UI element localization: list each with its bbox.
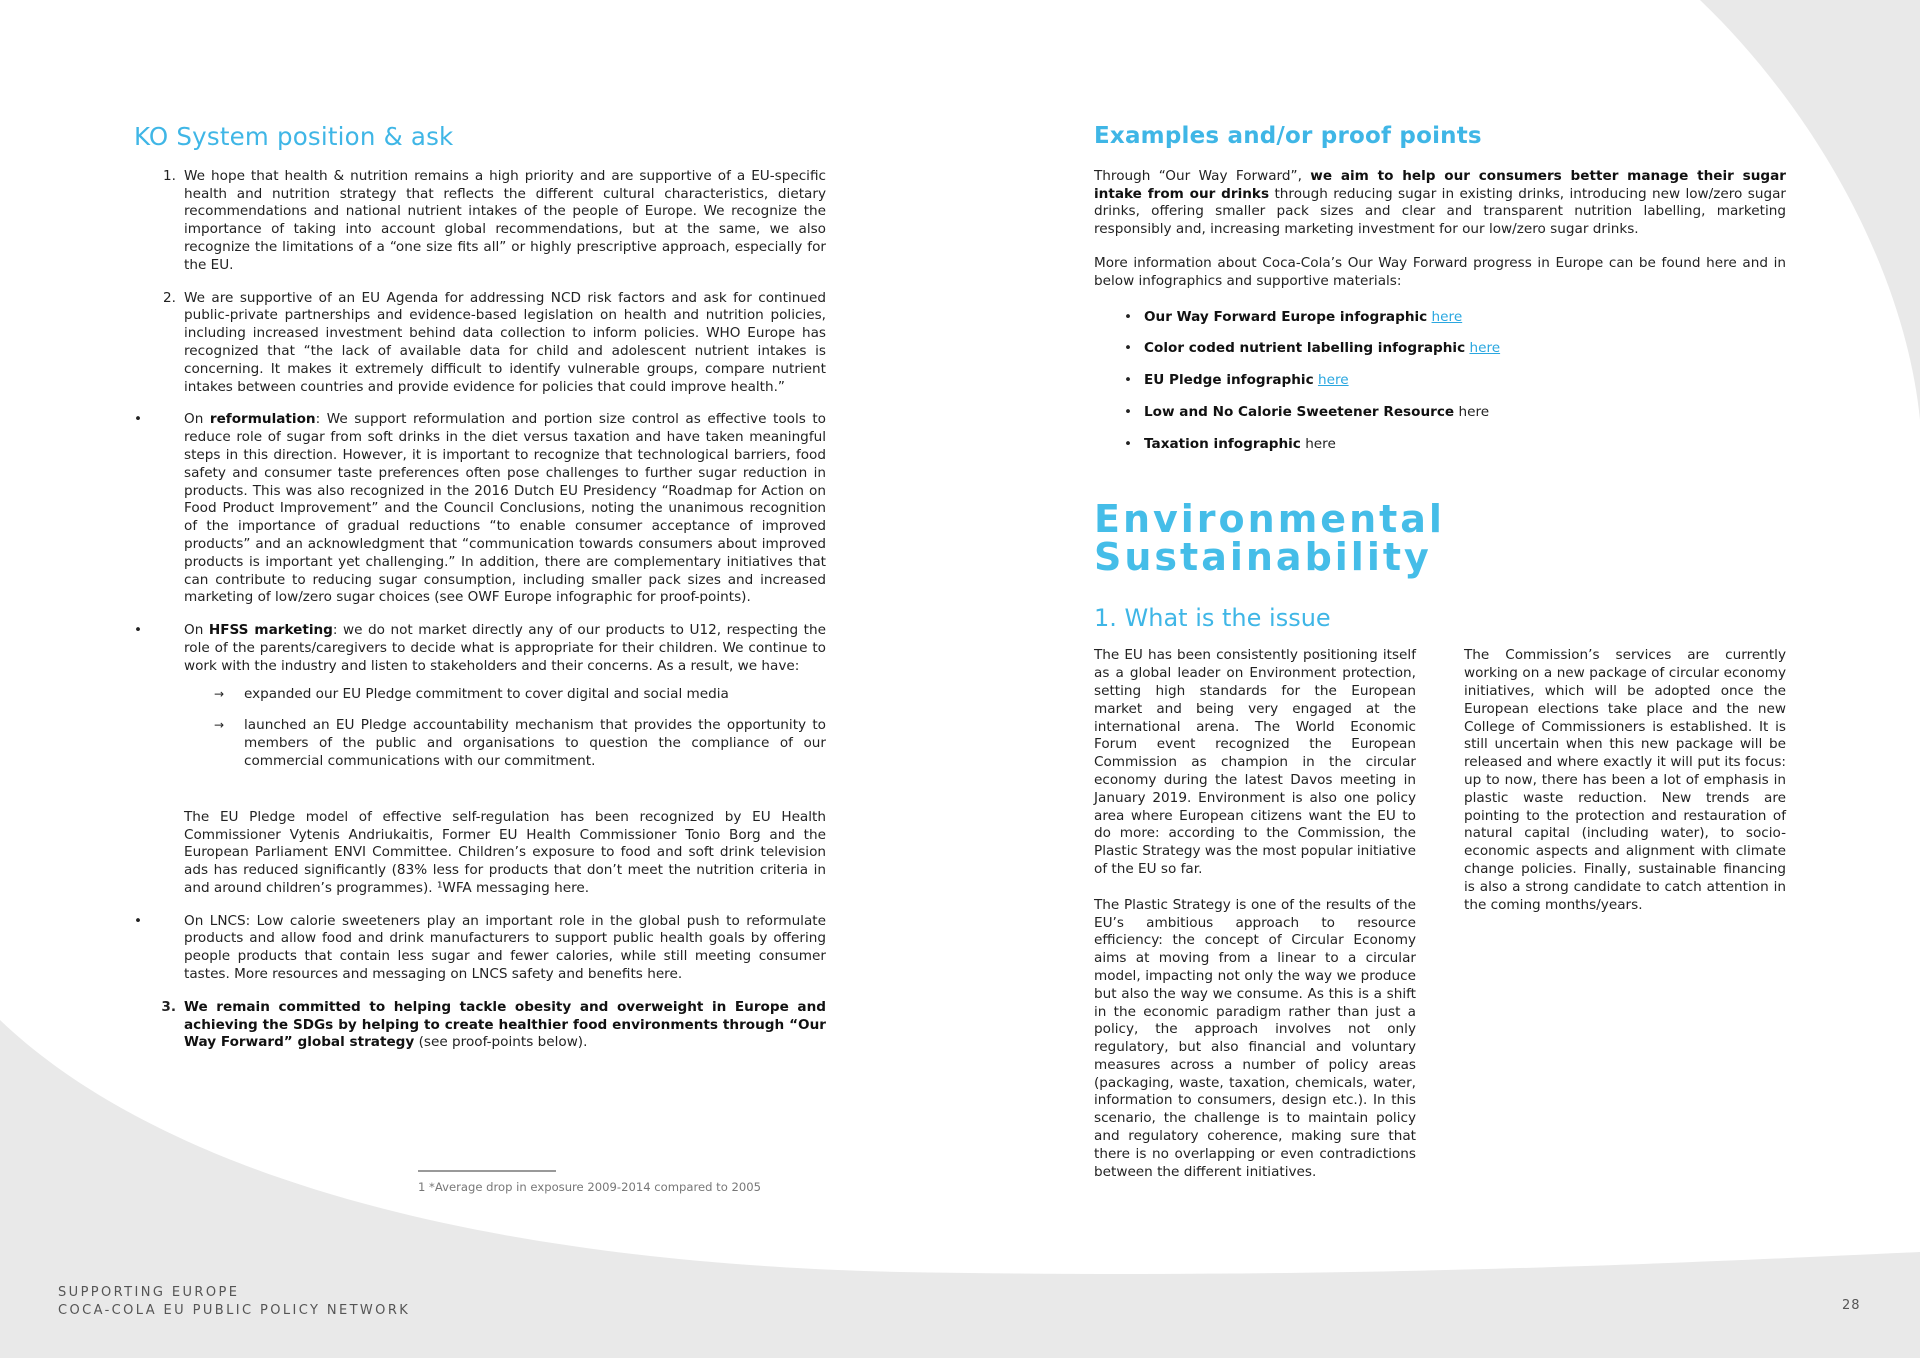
bullet-lncs-resource: • Low and No Calorie Sweetener Resource here [1094,404,1786,422]
right-column [1094,123,1786,1199]
eu-pledge-paragraph: The EU Pledge model of effective self-regulation has been recognized by EU Health Commissioner Vytenis Andriukaitis, Former EU Health Commissioner Tonio Borg and the European Parliament ENVI Committee. Children’s exposure to food and soft drink television ads has reduced significantly (83% less for products that don’t meet the nutrition criteria in and around children’s programmes). ¹WFA messaging here. [184,808,826,896]
eu-pledge-infographic-link[interactable]: here [1317,372,1349,389]
color-coded-infographic-link[interactable]: here [1469,340,1501,357]
bullet-reformulation: • On reformulation: We support reformulation and portion size control as effective tools to reduce role of sugar from soft drinks in the diet versus taxation and have taken meaningful steps in this direction. However, it is important to recognize that technological barriers, food safety and consumer taste preferences often pose challenges to further sugar reduction in products. This was also recognized in the 2016 Dutch EU Presidency “Roadmap for Action on Food Product Improvement” and the Council Conclusions, noting the unanimous recognition of the importance of gradual reductions “to enable consumer acceptance of improved products” and an acknowledgment that “communication towards consumers about improved products is important yet challenging.” In addition, there are complementary initiatives that can contribute to reducing sugar consumption, including smaller pack sizes and increased marketing of low/zero sugar choices (see OWF Europe infographic for proof-points). [134,411,826,606]
arrow-icon: → [214,718,225,733]
proof-points-title: Examples and/or proof points [1094,123,1482,149]
proof-points-paragraph-1: Through “Our Way Forward”, we aim to help our consumers better manage their sugar intake from our drinks through reducing sugar in existing drinks, introducing new low/zero sugar drinks, offering smaller pack sizes and clear and transparent nutrition labelling, marketing responsibly and, increasing marketing investment for our low/zero sugar drinks. [1094,167,1786,238]
proof-points-paragraph-2: More information about Coca-Cola’s Our Way Forward progress in Europe can be found here and in below infographics and supportive materials: [1094,254,1786,289]
left-column [134,122,826,1067]
page-number: 28 [1842,1298,1861,1313]
sub-item-digital-media: → expanded our EU Pledge commitment to cover digital and social media [214,685,729,702]
footnote: 1 *Average drop in exposure 2009-2014 compared to 2005 [418,1180,761,1194]
numbered-item-2: 2. We are supportive of an EU Agenda for addressing NCD risk factors and ask for continued public-private partnerships and evidence-based legislation on health and nutrition policies, including increased investment behind data collection to inform policies. WHO Europe has recognized that “the lack of available data for child and adolescent nutrient intakes is concerning. It makes it extremely difficult to identify vulnerable groups, compare nutrient intakes between countries and provide evidence for policies that could improve health.” [163,289,826,395]
numbered-item-3: 3. We remain committed to helping tackle obesity and overweight in Europe and achieving the SDGs by helping to create healthier food environments through “Our Way Forward” global strategy (see proof-points below). [161,998,826,1051]
ko-position-title: KO System position & ask [134,122,454,151]
environmental-sustainability-title: Environmental Sustainability [1094,496,1445,579]
bullet-taxation-infographic: • Taxation infographic here [1094,436,1786,454]
bullet-color-coded-infographic: • Color coded nutrient labelling infographic here [1094,340,1786,358]
bullet-eu-pledge-infographic: • EU Pledge infographic here [1094,372,1786,390]
bullet-owf-infographic: • Our Way Forward Europe infographic here [1094,309,1786,327]
numbered-item-1: 1. We hope that health & nutrition remains a high priority and are supportive of a EU-specific health and nutrition strategy that reflects the different cultural characteristics, dietary recommendations and national nutrient intakes of the people of Europe. We recognize the importance of taking into account global recommendations, but at the same, we also recognize the limitations of a “one size fits all” or highly prescriptive approach, especially for the EU. [163,167,826,273]
footer-branding: SUPPORTING EUROPE COCA-COLA EU PUBLIC POLICY NETWORK [58,1285,411,1318]
bullet-lncs: • On LNCS: Low calorie sweeteners play an important role in the global push to reformulate products and allow food and drink manufacturers to support public health goals by offering people products that contain less sugar and fewer calories, while still meeting consumer tastes. More resources and messaging on LNCS safety and benefits here. [134,912,826,983]
sub-item-accountability: → launched an EU Pledge accountability mechanism that provides the opportunity to members of the public and organisations to question the compliance of our commercial communications with our commitment. [214,717,826,769]
what-is-the-issue-heading: 1. What is the issue [1094,603,1331,632]
bullet-hfss-marketing: • On HFSS marketing: we do not market directly any of our products to U12, respecting the role of the parents/caregivers to decide what is appropriate for their children. We continue to work with the industry and listen to stakeholders and their concerns. As a result, we have: [134,622,826,674]
footnote-divider [418,1170,556,1172]
arrow-icon: → [214,686,225,701]
issue-column-1: The EU has been consistently positioning itself as a global leader on Environment protection, setting high standards for the European market and being very engaged at the international arena. The World Economic Forum event recognized the European Commission as champion in the circular economy during the latest Davos meeting in January 2019. Environment is also one policy area where European citizens want the EU to do more: according to the Commission, the Plastic Strategy was the most popular initiative of the EU so far. The Plastic Strategy is one of the results of the EU’s ambitious approach to resource efficiency: the concept of Circular Economy aims at moving from a linear to a circular model, impacting not only the way we produce but also the way we consume. As this is a shift in the economic paradigm rather than just a policy, the approach involves not only regulatory, but also financial and voluntary measures across a number of policy areas (packaging, waste, taxation, chemicals, water, information to consumers, design etc.). In this scenario, the challenge is to maintain policy and regulatory coherence, making sure that there is no overlapping or even contradictions between the different initiatives. [1094,647,1416,1180]
issue-column-2: The Commission’s services are currently working on a new package of circular economy initiatives, which will be adopted once the European elections take place and the new College of Commissioners is established. It is still uncertain when this new package will be released and where exactly it will put its focus: up to now, there has been a lot of emphasis in plastic waste reduction. New trends are pointing to the protection and restauration of natural capital (including water), to socio-economic aspects and alignment with climate change policies. Finally, sustainable financing is also a strong candidate to catch attention in the coming months/years. [1464,647,1786,913]
owf-infographic-link[interactable]: here [1431,308,1463,325]
issue-text-columns [1094,647,1786,1199]
